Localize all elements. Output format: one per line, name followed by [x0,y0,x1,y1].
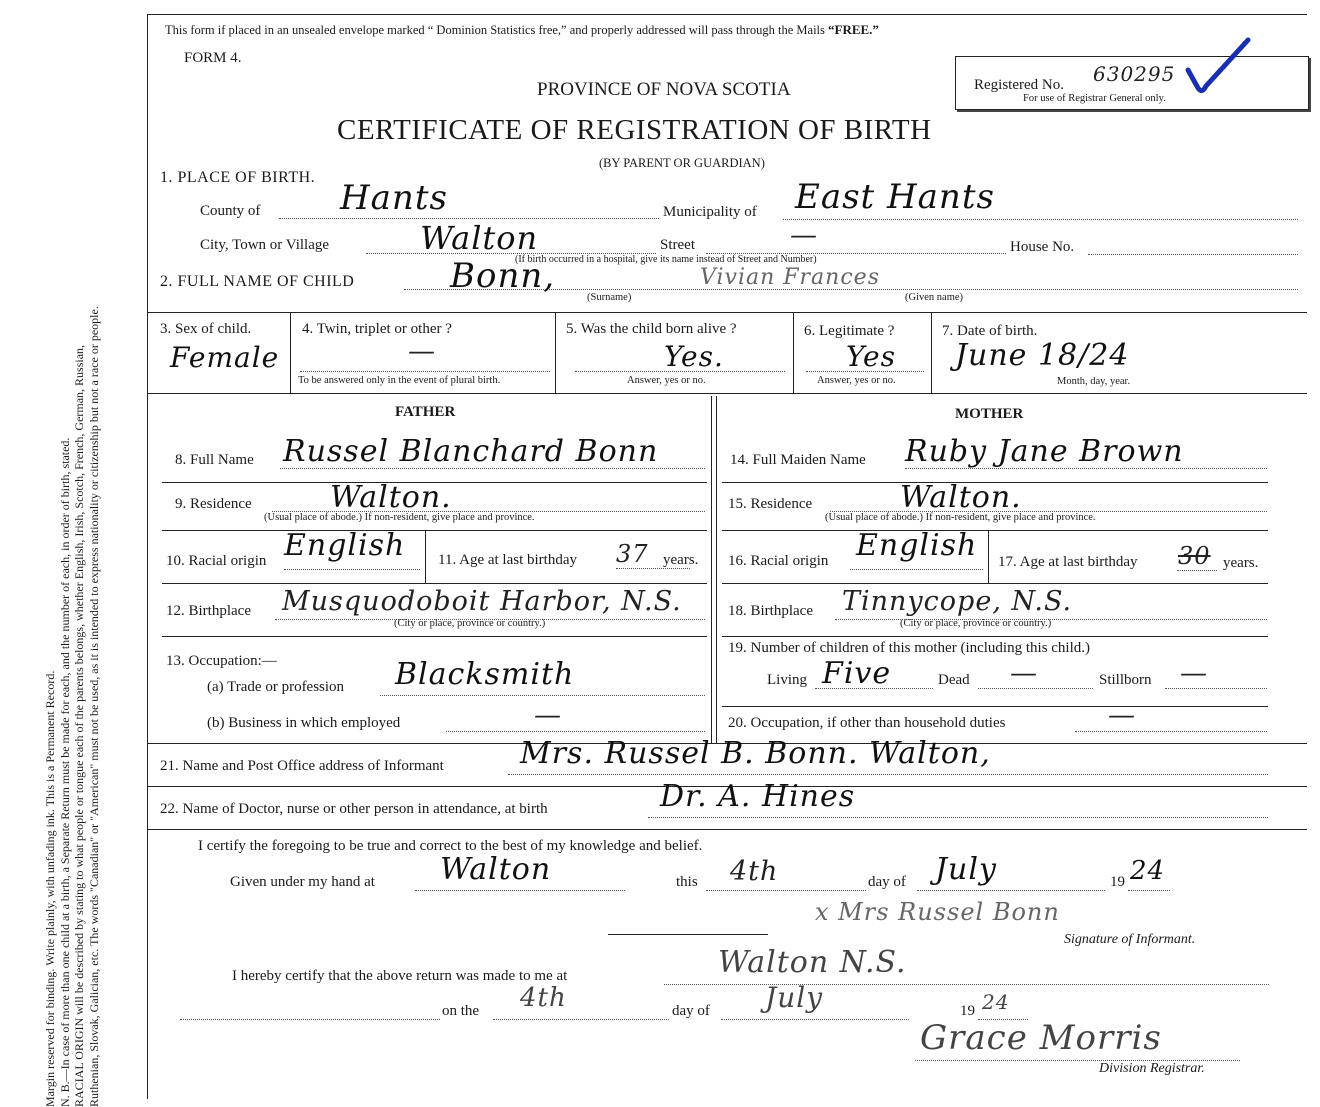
child-name-heading: 2. FULL NAME OF CHILD [160,273,355,290]
surname-label: (Surname) [587,292,632,303]
cert-day-of-label: day of [868,874,906,890]
form-number: FORM 4. [184,50,242,66]
free-label: “FREE.” [828,22,879,37]
father-age-value: 37 [616,540,649,568]
mother-residence-label: 15. Residence [728,496,813,512]
registered-label: Registered No. [974,77,1064,93]
mother-birthplace-note: (City or place, province or country.) [900,618,1052,629]
trade-label: (a) Trade or profession [207,679,345,695]
child-given-name: Vivian Frances [700,265,880,290]
mother-age-years: years. [1223,555,1259,571]
informant-signature: x Mrs Russel Bonn [815,898,1060,926]
father-age-label: 11. Age at last birthday [438,552,577,568]
mother-race-label: 16. Racial origin [728,553,829,569]
mother-name-label: 14. Full Maiden Name [730,452,866,468]
father-birthplace-note: (City or place, province or country.) [394,618,546,629]
margin-note-4: Ruthenian, Slovak, Galician, etc. The words "Canadian" or "American" must not be used, as it is intended to express nationality or citizenship but not a race or people. [86,306,101,1107]
registered-note: For use of Registrar General only. [1023,93,1166,104]
place-heading: 1. PLACE OF BIRTH. [160,169,316,186]
mother-residence-value: Walton. [900,480,1022,515]
father-birthplace-value: Musquodoboit Harbor, N.S. [282,586,682,617]
binding-line [147,14,148,1099]
return-statement: I hereby certify that the above return was made to me at [232,968,568,984]
page-title: CERTIFICATE OF REGISTRATION OF BIRTH [337,114,932,146]
father-residence-note: (Usual place of abode.) If non-resident, give place and province. [264,512,535,523]
signature-label: Signature of Informant. [1064,932,1196,947]
city-value: Walton [420,219,539,257]
mother-birthplace-value: Tinnycope, N.S. [842,586,1073,617]
dob-value: June 18/24 [955,338,1130,373]
margin-notes [43,47,101,1107]
house-label: House No. [1010,239,1075,255]
return-day-of-label: day of [672,1003,710,1019]
child-surname: Bonn, [450,256,556,296]
mother-age-value: 30 [1178,542,1211,570]
margin-note-1: Margin reserved for binding. Write plainly, with unfading ink. This is a Permanent Record. [43,670,57,1107]
occupation-label: 13. Occupation:— [166,653,277,669]
given-under-label: Given under my hand at [230,874,375,890]
mother-residence-note: (Usual place of abode.) If non-resident, give place and province. [825,512,1096,523]
margin-note-3: RACIAL ORIGIN will be described by stating to what people or tongue each of the parents belongs, whether English, Irish, Scotch, French, German, Russian, [72,344,86,1107]
registered-number: 630295 [1093,62,1176,86]
county-value: Hants [340,178,448,218]
father-name-label: 8. Full Name [175,452,254,468]
municipality-value: East Hants [795,177,995,217]
living-label: Living [767,672,807,688]
mail-note: This form if placed in an unsealed envelope marked “ Dominion Statistics free,” and properly addressed will pass through the Mails “FREE.” [165,22,879,37]
stillborn-label: Stillborn [1099,672,1152,688]
province-heading: PROVINCE OF NOVA SCOTIA [537,79,791,100]
municipality-label: Municipality of [663,204,757,220]
legitimate-note: Answer, yes or no. [817,375,896,386]
born-alive-value: Yes. [664,340,724,373]
return-place-value: Walton N.S. [718,945,907,980]
mother-occupation-value: — [1108,700,1136,731]
twin-label: 4. Twin, triplet or other ? [302,321,452,337]
twin-value: — [408,336,436,367]
return-year-prefix: 19 [960,1003,975,1019]
stillborn-value: — [1180,658,1208,689]
this-label: this [676,874,698,890]
dead-value: — [1010,658,1038,689]
father-race-value: English [284,528,406,563]
given-name-label: (Given name) [905,292,964,303]
mother-occupation-label: 20. Occupation, if other than household duties [728,715,1006,731]
doctor-label: 22. Name of Doctor, nurse or other person in attendance, at birth [160,801,548,817]
county-label: County of [200,203,261,219]
mother-name-value: Ruby Jane Brown [905,434,1184,469]
mother-heading: MOTHER [955,406,1024,422]
given-place-value: Walton [440,852,552,887]
children-label: 19. Number of children of this mother (including this child.) [728,640,1091,656]
city-label: City, Town or Village [200,237,330,253]
page-subtitle: (BY PARENT OR GUARDIAN) [599,156,765,170]
on-the-label: on the [442,1003,480,1019]
dob-label: 7. Date of birth. [942,323,1038,339]
dob-note: Month, day, year. [1057,376,1131,387]
father-race-label: 10. Racial origin [166,553,267,569]
return-month-value: July [765,981,824,1014]
father-name-value: Russel Blanchard Bonn [283,434,659,469]
mother-race-value: English [856,528,978,563]
legitimate-label: 6. Legitimate ? [804,323,895,339]
living-value: Five [822,656,892,691]
father-heading: FATHER [395,404,456,420]
born-alive-note: Answer, yes or no. [627,375,706,386]
return-year-value: 24 [982,990,1010,1014]
legitimate-value: Yes [846,340,896,373]
dead-label: Dead [938,672,970,688]
cert-year-prefix: 19 [1110,874,1125,890]
trade-value: Blacksmith [395,657,575,692]
registrar-signature: Grace Morris [920,1018,1162,1058]
father-residence-value: Walton. [330,480,452,515]
cert-year-value: 24 [1130,856,1166,886]
informant-value: Mrs. Russel B. Bonn. Walton, [520,736,991,771]
doctor-value: Dr. A. Hines [660,779,856,814]
street-value: — [790,220,818,251]
business-value: — [534,700,562,731]
certify-statement: I certify the foregoing to be true and correct to the best of my knowledge and belief. [198,838,703,854]
twin-note: To be answered only in the event of plural birth. [298,375,501,386]
cert-month-value: July [935,852,997,887]
business-label: (b) Business in which employed [207,715,401,731]
informant-label: 21. Name and Post Office address of Informant [160,758,444,774]
mother-birthplace-label: 18. Birthplace [728,603,813,619]
margin-note-2: N. B.—In case of more than one child at a birth, a Separate Return must be made for each, and the number of each, in order of birth, stated. [57,437,72,1107]
check-mark-icon [1184,36,1254,101]
street-label: Street [660,237,695,253]
form-top-border [147,14,1307,15]
hospital-note: (If birth occurred in a hospital, give its name instead of Street and Number) [515,254,817,265]
sex-label: 3. Sex of child. [160,321,252,337]
father-residence-label: 9. Residence [175,496,252,512]
father-age-years: years. [663,552,699,568]
return-day-value: 4th [520,983,567,1013]
sex-value: Female [170,341,280,374]
mother-age-label: 17. Age at last birthday [998,554,1138,570]
registrar-label: Division Registrar. [1099,1061,1205,1076]
father-birthplace-label: 12. Birthplace [166,603,251,619]
born-alive-label: 5. Was the child born alive ? [566,321,737,337]
cert-day-value: 4th [730,856,779,887]
